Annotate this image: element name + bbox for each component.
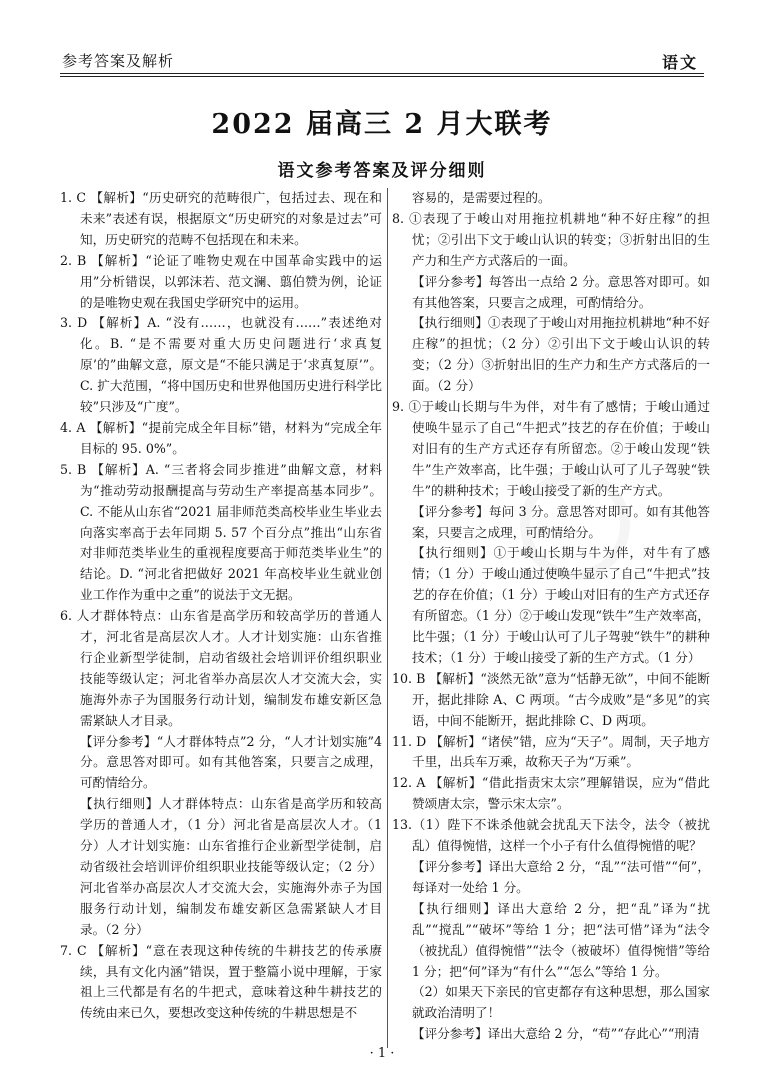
answer-item: 6. 人才群体特点：山东省是高学历和较高学历的普通人才，河北省是高层次人才。人才计划实施：山东省推行企业新型学徒制，启动省级社会培训评价组织职业技能等级认定；河北省举办高层次人才交流大会，实施海外赤子为国服务行动计划，编制发布雄安新区急需紧缺人才目录。 xyxy=(60,608,382,728)
answer-item: 4. A 【解析】“提前完成全年目标”错，材料为“完成全年目标的 95. 0%”。 xyxy=(60,419,382,456)
column-divider xyxy=(387,188,388,1048)
answer-item: 12. A 【解析】“借此指责宋太宗”理解错误，应为“借此赞颂唐太宗，警示宋太宗”。 xyxy=(392,775,710,812)
answer-item: 9. ①于峻山长期与牛为伴，对牛有了感情；于峻山通过使唤牛显示了自己“牛把式”技艺的存在价值；于峻山对旧有的生产方式还存有所留恋。②于峻山发现“铁牛”生产效率高，比牛强；于峻山认可了儿子驾驶“铁牛”的耕种技术；于峻山接受了新的生产方式。 xyxy=(392,399,710,498)
answer-item: 5. B 【解析】A. “三者将会同步推进”曲解文意，材料为“推动劳动报酬提高与劳动生产率提高基本同步”。C. 不能从山东省“2021 届非师范类高校毕业生毕业去向落实率高于去年同期 5. 57 个百分点”推出“山东省对非师范类毕业生的重视程度要高于师范类毕业生”的结论。D. “河北省把做好 2021 年高校毕业生就业创业工作作为重中之重”的说法于文无据。 xyxy=(60,461,382,603)
answer-note: 【执行细则】人才群体特点：山东省是高学历和较高学历的普通人才，（1 分）河北省是高层次人才。（1 分）人才计划实施：山东省推行企业新型学徒制，启动省级社会培训评价组织职业技能等级认定；（2 分）河北省举办高层次人才交流大会，实施海外赤子为国服务行动计划，编制发布雄安新区急需紧缺人才目录。（2 分） xyxy=(80,796,382,937)
page-title: 2022 届高三 2 月大联考 xyxy=(211,109,553,140)
header-rule xyxy=(60,73,704,74)
answer-note: （2）如果天下亲民的官吏都存有这种思想，那么国家就政治清明了！ xyxy=(412,984,710,1021)
answer-item: 3. D 【解析】A. “没有……，也就没有……”表述绝对化。B. “是不需要对重大历史问题进行‘求真复原’的”曲解文意，原文是“不能只满足于‘求真复原’”。C. 扩大范围，“将中国历史和世界他国历史进行科学比较”只涉及“广度”。 xyxy=(60,315,382,415)
right-column xyxy=(392,188,710,1045)
answer-note: 【执行细则】①表现了于峻山对用拖拉机耕地“种不好庄稼”的担忧；（2 分）②引出下文于峻山认识的转变；（2 分）③折射出旧的生产力和生产方式落后的一面。（2 分） xyxy=(412,315,710,394)
answer-item: 10. B 【解析】“淡然无欲”意为“恬静无欲”，中间不能断开，据此排除 A、C 两项。“古今成败”是“多见”的宾语，中间不能断开，据此排除 C、D 两项。 xyxy=(392,670,710,728)
answer-note: 【评分参考】“人才群体特点”2 分，“人才计划实施”4 分。意思答对即可。如有其他答案，只要言之成理，可酌情给分。 xyxy=(80,733,382,791)
header-rule-2 xyxy=(60,76,704,77)
header-left: 参考答案及解析 xyxy=(62,52,175,70)
answer-note: 【评分参考】每问 3 分。意思答对即可。如有其他答案，只要言之成理，可酌情给分。 xyxy=(412,503,710,540)
answer-note: 容易的，是需要过程的。 xyxy=(412,190,551,205)
answer-note: 【评分参考】译出大意给 2 分，“苟”“存此心”“刑清 xyxy=(412,1026,700,1042)
header-right: 语文 xyxy=(661,53,698,72)
answer-note: 【执行细则】①于峻山长期与牛为伴，对牛有了感情；（1 分）于峻山通过使唤牛显示了自己“牛把式”技艺的存在价值；（1 分）于峻山对旧有的生产方式还存有所留恋。（1 分）②于峻山发现“铁牛”生产效率高，比牛强；（1 分）于峻山认可了儿子驾驶“铁牛”的耕种技术；（1 分）于峻山接受了新的生产方式。（1 分） xyxy=(412,545,710,665)
answer-note: 【评分参考】每答出一点给 2 分。意思答对即可。如有其他答案，只要言之成理，可酌情给分。 xyxy=(412,273,710,310)
answer-item: 8. ①表现了于峻山对用拖拉机耕地“种不好庄稼”的担忧；②引出下文于峻山认识的转变；③折射出旧的生产力和生产方式落后的一面。 xyxy=(392,210,710,268)
answer-item: 11. D 【解析】“诸侯”错，应为“天子”。周制，天子地方千里，出兵车万乘，故称天子为“万乘”。 xyxy=(392,733,710,770)
page-number: · 1 · xyxy=(369,1046,395,1061)
answer-note: 【执行细则】译出大意给 2 分，把“乱”译为“扰乱”“搅乱”“破坏”等给 1 分；把“法可惜”译为“法令（被扰乱）值得惋惜”“法令（被破坏）值得惋惜”等给 1 分；把“何”译为“有什么”“怎么”等给 1 分。 xyxy=(412,900,710,979)
page-subtitle: 语文参考答案及评分细则 xyxy=(277,161,487,181)
answer-item: 7. C 【解析】“意在表现这种传统的牛耕技艺的传承赓续，具有文化内涵”错误，置于整篇小说中理解，于家祖上三代都是有名的牛把式，意味着这种牛耕技艺的传统由来已久，要想改变这种传统的牛耕思想是不 xyxy=(60,942,382,1021)
left-column xyxy=(60,188,382,1024)
answer-item: 13.（1）陛下不诛杀他就会扰乱天下法令，法令（被扰乱）值得惋惜，这样一个小子有什么值得惋惜的呢？ xyxy=(392,817,710,854)
answer-item: 2. B 【解析】“论证了唯物史观在中国革命实践中的运用”分析错误，以郭沫若、范文澜、翦伯赞为例，论证的是唯物史观在我国史学研究中的运用。 xyxy=(60,252,382,310)
answer-item: 1. C 【解析】“历史研究的范畴很广，包括过去、现在和未来”表述有误，根据原文“历史研究的对象是过去”可知，历史研究的范畴不包括现在和未来。 xyxy=(60,190,382,247)
answer-note: 【评分参考】译出大意给 2 分，“乱”“法可惜”“何”，每译对一处给 1 分。 xyxy=(412,859,710,895)
